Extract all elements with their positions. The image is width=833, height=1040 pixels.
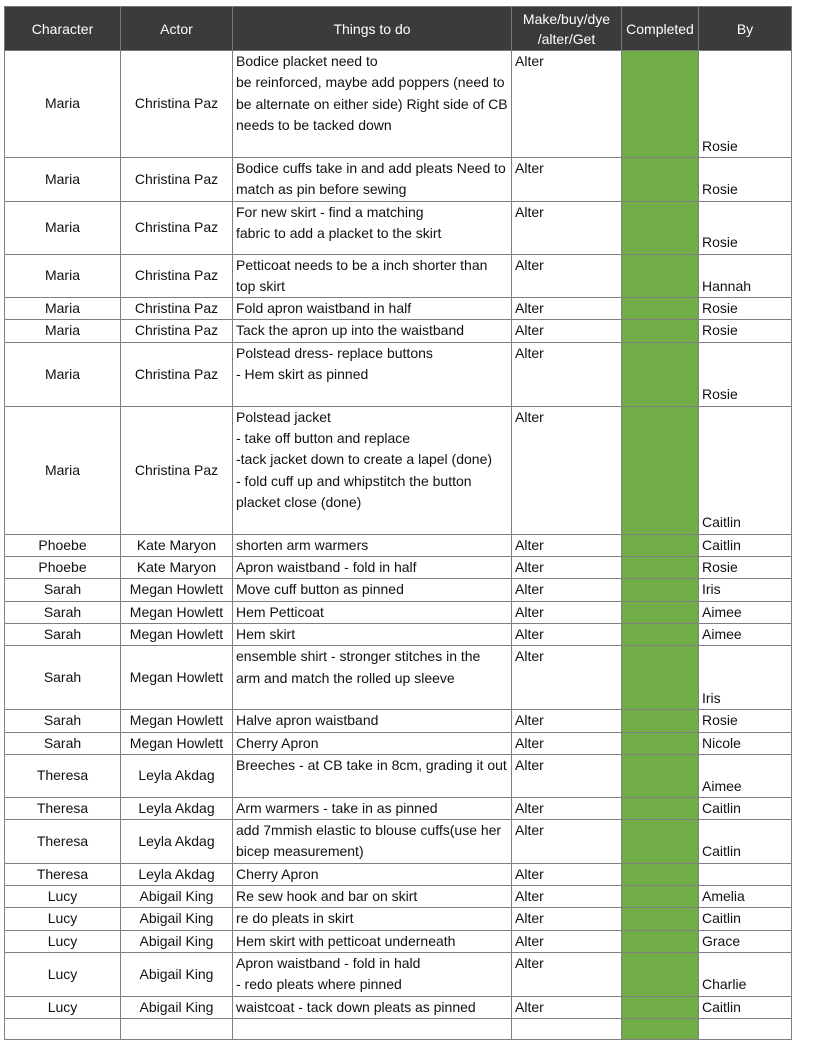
actor-cell[interactable]: Megan Howlett (121, 710, 233, 732)
by-cell[interactable]: Grace (699, 930, 792, 952)
actor-cell[interactable]: Abigail King (121, 952, 233, 996)
task-cell[interactable]: Petticoat needs to be a inch shorter than top skirt (233, 254, 512, 298)
action-cell[interactable]: Alter (512, 298, 622, 320)
by-cell[interactable]: Rosie (699, 158, 792, 202)
table-row (5, 863, 792, 885)
task-cell[interactable]: Move cuff button as pinned (233, 579, 512, 601)
action-cell[interactable]: Alter (512, 886, 622, 908)
actor-cell[interactable]: Christina Paz (121, 406, 233, 534)
character-cell[interactable]: Theresa (5, 863, 121, 885)
task-cell[interactable]: Apron waistband - fold in half (233, 557, 512, 579)
action-cell[interactable]: Alter (512, 820, 622, 864)
character-cell[interactable]: Sarah (5, 601, 121, 623)
by-cell[interactable]: Iris (699, 579, 792, 601)
action-cell[interactable]: Alter (512, 51, 622, 158)
table-row (5, 732, 792, 754)
actor-cell[interactable]: Abigail King (121, 930, 233, 952)
by-cell[interactable]: Aimee (699, 754, 792, 797)
completed-cell[interactable] (622, 886, 699, 908)
header-by[interactable]: By (699, 7, 792, 51)
task-cell[interactable]: Cherry Apron (233, 863, 512, 885)
by-cell[interactable]: Rosie (699, 201, 792, 254)
task-cell[interactable]: Tack the apron up into the waistband (233, 320, 512, 342)
actor-cell[interactable]: Abigail King (121, 996, 233, 1018)
action-cell[interactable]: Alter (512, 863, 622, 885)
table-row (5, 908, 792, 930)
by-cell[interactable]: Caitlin (699, 406, 792, 534)
table-row (5, 754, 792, 797)
task-cell[interactable]: Hem skirt (233, 623, 512, 645)
costume-alterations-table (4, 6, 792, 1040)
action-cell[interactable]: Alter (512, 754, 622, 797)
header-actor[interactable]: Actor (121, 7, 233, 51)
character-cell[interactable]: Maria (5, 406, 121, 534)
task-cell[interactable]: Hem skirt with petticoat underneath (233, 930, 512, 952)
task-cell[interactable] (233, 1018, 512, 1039)
action-cell[interactable]: Alter (512, 320, 622, 342)
character-cell[interactable]: Maria (5, 201, 121, 254)
task-cell[interactable]: Arm warmers - take in as pinned (233, 797, 512, 819)
actor-cell[interactable] (121, 1018, 233, 1039)
by-cell[interactable]: Nicole (699, 732, 792, 754)
character-cell[interactable]: Sarah (5, 646, 121, 710)
completed-cell[interactable] (622, 557, 699, 579)
by-cell[interactable]: Rosie (699, 710, 792, 732)
action-cell[interactable]: Alter (512, 579, 622, 601)
table-row (5, 406, 792, 534)
character-cell[interactable]: Phoebe (5, 557, 121, 579)
actor-cell[interactable]: Megan Howlett (121, 732, 233, 754)
character-cell[interactable]: Theresa (5, 754, 121, 797)
actor-cell[interactable]: Leyla Akdag (121, 754, 233, 797)
completed-cell[interactable] (622, 158, 699, 202)
completed-cell[interactable] (622, 51, 699, 158)
completed-cell[interactable] (622, 623, 699, 645)
table-row (5, 1018, 792, 1039)
action-cell[interactable]: Alter (512, 254, 622, 298)
task-cell[interactable]: add 7mmish elastic to blouse cuffs(use her bicep measurement) (233, 820, 512, 864)
by-cell[interactable]: Charlie (699, 952, 792, 996)
header-character[interactable]: Character (5, 7, 121, 51)
action-cell[interactable]: Alter (512, 646, 622, 710)
character-cell[interactable]: Lucy (5, 886, 121, 908)
by-cell[interactable]: Caitlin (699, 996, 792, 1018)
completed-cell[interactable] (622, 732, 699, 754)
by-cell[interactable]: Caitlin (699, 908, 792, 930)
task-cell[interactable]: Cherry Apron (233, 732, 512, 754)
actor-cell[interactable]: Abigail King (121, 908, 233, 930)
task-cell[interactable]: shorten arm warmers (233, 534, 512, 556)
actor-cell[interactable]: Christina Paz (121, 320, 233, 342)
by-cell[interactable]: Amelia (699, 886, 792, 908)
completed-cell[interactable] (622, 908, 699, 930)
actor-cell[interactable]: Megan Howlett (121, 601, 233, 623)
completed-cell[interactable] (622, 342, 699, 406)
character-cell[interactable]: Lucy (5, 952, 121, 996)
actor-cell[interactable]: Christina Paz (121, 254, 233, 298)
actor-cell[interactable]: Leyla Akdag (121, 863, 233, 885)
action-cell[interactable]: Alter (512, 797, 622, 819)
character-cell[interactable]: Sarah (5, 732, 121, 754)
action-cell[interactable]: Alter (512, 952, 622, 996)
character-cell[interactable]: Maria (5, 342, 121, 406)
completed-cell[interactable] (622, 930, 699, 952)
action-cell[interactable]: Alter (512, 158, 622, 202)
action-cell[interactable]: Alter (512, 406, 622, 534)
table-row (5, 51, 792, 158)
by-cell[interactable]: Hannah (699, 254, 792, 298)
table-row (5, 886, 792, 908)
character-cell[interactable]: Theresa (5, 797, 121, 819)
task-cell[interactable]: Polstead jacket - take off button and replace -tack jacket down to create a lapel (done) - fold cuff up and whipstitch the button placket close (done) (233, 406, 512, 534)
by-cell[interactable]: Aimee (699, 623, 792, 645)
completed-cell[interactable] (622, 797, 699, 819)
action-cell[interactable]: Alter (512, 996, 622, 1018)
actor-cell[interactable]: Kate Maryon (121, 557, 233, 579)
action-cell[interactable]: Alter (512, 623, 622, 645)
actor-cell[interactable]: Christina Paz (121, 51, 233, 158)
character-cell[interactable]: Maria (5, 298, 121, 320)
completed-cell[interactable] (622, 820, 699, 864)
action-cell[interactable]: Alter (512, 342, 622, 406)
header-things-to-do[interactable]: Things to do (233, 7, 512, 51)
completed-cell[interactable] (622, 952, 699, 996)
by-cell[interactable]: Rosie (699, 557, 792, 579)
task-cell[interactable]: waistcoat - tack down pleats as pinned (233, 996, 512, 1018)
table-row (5, 996, 792, 1018)
header-completed[interactable]: Completed (622, 7, 699, 51)
task-cell[interactable]: re do pleats in skirt (233, 908, 512, 930)
table-row (5, 930, 792, 952)
table-row (5, 320, 792, 342)
completed-cell[interactable] (622, 863, 699, 885)
action-cell[interactable]: Alter (512, 601, 622, 623)
character-cell[interactable]: Theresa (5, 820, 121, 864)
completed-cell[interactable] (622, 298, 699, 320)
table-row (5, 623, 792, 645)
character-cell[interactable]: Sarah (5, 710, 121, 732)
completed-cell[interactable] (622, 320, 699, 342)
character-cell[interactable]: Lucy (5, 908, 121, 930)
by-cell[interactable]: Caitlin (699, 820, 792, 864)
actor-cell[interactable]: Christina Paz (121, 298, 233, 320)
completed-cell[interactable] (622, 254, 699, 298)
actor-cell[interactable]: Megan Howlett (121, 579, 233, 601)
by-cell[interactable]: Rosie (699, 51, 792, 158)
task-cell[interactable]: Breeches - at CB take in 8cm, grading it out (233, 754, 512, 797)
table-row (5, 601, 792, 623)
by-cell[interactable]: Rosie (699, 320, 792, 342)
action-cell[interactable]: Alter (512, 732, 622, 754)
table-row (5, 298, 792, 320)
task-cell[interactable]: For new skirt - find a matching fabric to add a placket to the skirt (233, 201, 512, 254)
character-cell[interactable]: Lucy (5, 996, 121, 1018)
action-cell[interactable]: Alter (512, 534, 622, 556)
action-cell[interactable]: Alter (512, 908, 622, 930)
by-cell[interactable]: Caitlin (699, 797, 792, 819)
completed-cell[interactable] (622, 406, 699, 534)
task-cell[interactable]: Bodice placket need to be reinforced, maybe add poppers (need to be alternate on either side) Right side of CB needs to be tacked down (233, 51, 512, 158)
actor-cell[interactable]: Megan Howlett (121, 623, 233, 645)
table-row (5, 557, 792, 579)
character-cell[interactable] (5, 1018, 121, 1039)
table-row (5, 534, 792, 556)
action-cell[interactable]: Alter (512, 557, 622, 579)
actor-cell[interactable]: Christina Paz (121, 342, 233, 406)
actor-cell[interactable]: Kate Maryon (121, 534, 233, 556)
table-row (5, 820, 792, 864)
by-cell[interactable] (699, 1018, 792, 1039)
actor-cell[interactable]: Abigail King (121, 886, 233, 908)
completed-cell[interactable] (622, 534, 699, 556)
character-cell[interactable]: Maria (5, 254, 121, 298)
by-cell[interactable]: Rosie (699, 298, 792, 320)
task-cell[interactable]: Fold apron waistband in half (233, 298, 512, 320)
actor-cell[interactable]: Megan Howlett (121, 646, 233, 710)
character-cell[interactable]: Phoebe (5, 534, 121, 556)
character-cell[interactable]: Sarah (5, 623, 121, 645)
task-cell[interactable]: Hem Petticoat (233, 601, 512, 623)
table-row (5, 342, 792, 406)
character-cell[interactable]: Maria (5, 158, 121, 202)
table-row (5, 710, 792, 732)
actor-cell[interactable]: Christina Paz (121, 158, 233, 202)
by-cell[interactable]: Iris (699, 646, 792, 710)
completed-cell[interactable] (622, 579, 699, 601)
task-cell[interactable]: ensemble shirt - stronger stitches in the arm and match the rolled up sleeve (233, 646, 512, 710)
table-row (5, 952, 792, 996)
spreadsheet (4, 6, 791, 1040)
actor-cell[interactable]: Leyla Akdag (121, 820, 233, 864)
task-cell[interactable]: Re sew hook and bar on skirt (233, 886, 512, 908)
completed-cell[interactable] (622, 646, 699, 710)
character-cell[interactable]: Maria (5, 51, 121, 158)
header-make-buy-dye-alter-get[interactable]: Make/buy/dye /alter/Get (512, 7, 622, 51)
action-cell[interactable]: Alter (512, 201, 622, 254)
table-row (5, 201, 792, 254)
table-row (5, 254, 792, 298)
actor-cell[interactable]: Christina Paz (121, 201, 233, 254)
table-row (5, 797, 792, 819)
completed-cell[interactable] (622, 201, 699, 254)
action-cell[interactable]: Alter (512, 710, 622, 732)
actor-cell[interactable]: Leyla Akdag (121, 797, 233, 819)
task-cell[interactable]: Bodice cuffs take in and add pleats Need to match as pin before sewing (233, 158, 512, 202)
by-cell[interactable] (699, 863, 792, 885)
completed-cell[interactable] (622, 710, 699, 732)
task-cell[interactable]: Halve apron waistband (233, 710, 512, 732)
table-row (5, 158, 792, 202)
completed-cell[interactable] (622, 601, 699, 623)
header-row (5, 7, 792, 51)
completed-cell[interactable] (622, 754, 699, 797)
character-cell[interactable]: Sarah (5, 579, 121, 601)
by-cell[interactable]: Aimee (699, 601, 792, 623)
character-cell[interactable]: Maria (5, 320, 121, 342)
character-cell[interactable]: Lucy (5, 930, 121, 952)
by-cell[interactable]: Caitlin (699, 534, 792, 556)
task-cell[interactable]: Apron waistband - fold in hald - redo pleats where pinned (233, 952, 512, 996)
table-row (5, 579, 792, 601)
action-cell[interactable] (512, 1018, 622, 1039)
action-cell[interactable]: Alter (512, 930, 622, 952)
completed-cell[interactable] (622, 1018, 699, 1039)
completed-cell[interactable] (622, 996, 699, 1018)
task-cell[interactable]: Polstead dress- replace buttons - Hem skirt as pinned (233, 342, 512, 406)
by-cell[interactable]: Rosie (699, 342, 792, 406)
table-row (5, 646, 792, 710)
